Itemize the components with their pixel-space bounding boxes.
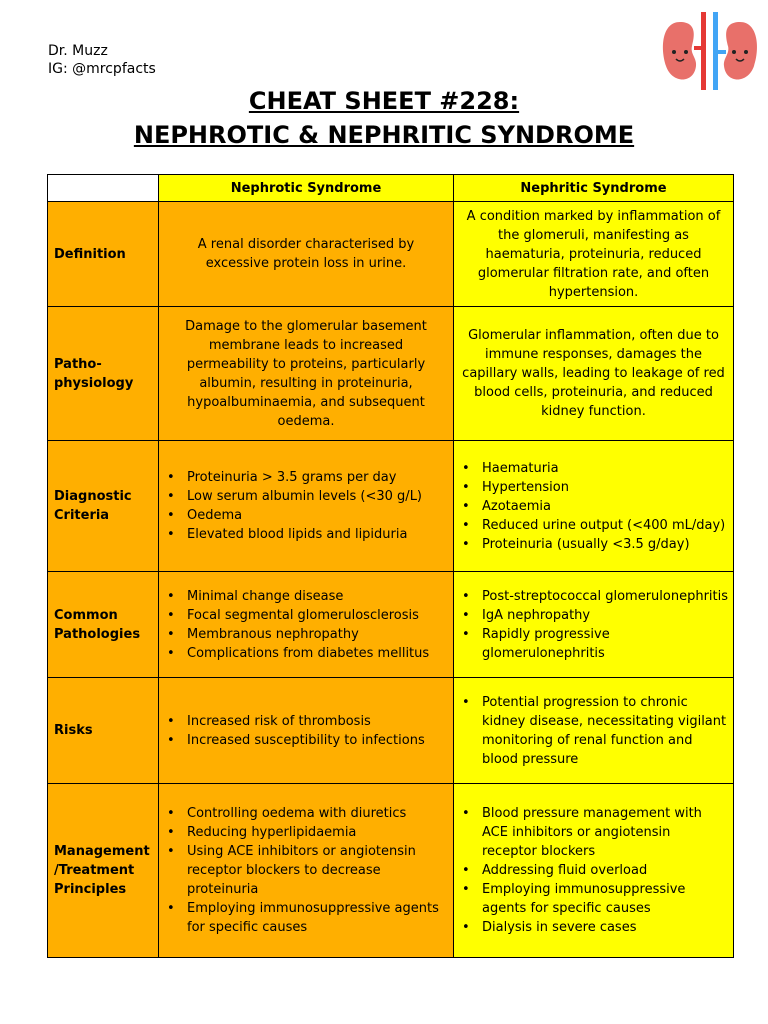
nephritic-pathologies-list [458, 587, 729, 663]
list-item: • Haematuria [482, 459, 729, 478]
column-header-nephritic: Nephritic Syndrome [454, 175, 734, 202]
row-label-pathologies: Common Pathologies [48, 572, 159, 678]
nephritic-management [454, 784, 734, 958]
table-row [48, 784, 734, 958]
list-item: • Employing immunosuppressive agents for specific causes [187, 899, 449, 937]
list-item: • Blood pressure management with ACE inhibitors or angiotensin receptor blockers [482, 804, 729, 861]
kidneys-icon [660, 8, 760, 92]
row-label-management: Management /Treatment Principles [48, 784, 159, 958]
nephrotic-pathologies [159, 572, 454, 678]
list-item: • Membranous nephropathy [187, 625, 449, 644]
table-row [48, 572, 734, 678]
page-title-line1: CHEAT SHEET #228: [248, 87, 520, 115]
nephritic-diagnostic [454, 441, 734, 572]
list-item: • Proteinuria (usually <3.5 g/day) [482, 535, 729, 554]
corner-cell [48, 175, 159, 202]
row-label-definition: Definition [48, 202, 159, 307]
author-block [48, 42, 156, 78]
list-item: • Proteinuria > 3.5 grams per day [187, 468, 449, 487]
instagram-handle: IG: @mrcpfacts [48, 61, 156, 77]
list-item: • Using ACE inhibitors or angiotensin receptor blockers to decrease proteinuria [187, 842, 449, 899]
author-name: Dr. Muzz [48, 43, 108, 59]
nephrotic-risks-list [163, 712, 449, 750]
list-item: • Rapidly progressive glomerulonephritis [482, 625, 729, 663]
row-label-diagnostic: Diagnostic Criteria [48, 441, 159, 572]
nephritic-pathologies [454, 572, 734, 678]
table-row [48, 202, 734, 307]
nephrotic-diagnostic-list [163, 468, 449, 544]
nephritic-management-list [458, 804, 729, 937]
list-item: • Hypertension [482, 478, 729, 497]
list-item: • Minimal change disease [187, 587, 449, 606]
list-item: • Dialysis in severe cases [482, 918, 729, 937]
nephrotic-management-list [163, 804, 449, 937]
list-item: • Azotaemia [482, 497, 729, 516]
list-item: • Potential progression to chronic kidney disease, necessitating vigilant monitoring of renal function and blood pressure [482, 693, 729, 769]
page-title-line2: NEPHROTIC & NEPHRITIC SYNDROME [133, 121, 635, 149]
nephritic-definition: A condition marked by inflammation of the glomeruli, manifesting as haematuria, proteinuria, reduced glomerular filtration rate, and often hypertension. [454, 202, 734, 307]
nephrotic-definition: A renal disorder characterised by excessive protein loss in urine. [159, 202, 454, 307]
list-item: • Reduced urine output (<400 mL/day) [482, 516, 729, 535]
column-header-nephrotic: Nephrotic Syndrome [159, 175, 454, 202]
list-item: • Post-streptococcal glomerulonephritis [482, 587, 729, 606]
nephritic-diagnostic-list [458, 459, 729, 554]
nephritic-risks [454, 678, 734, 784]
list-item: • Controlling oedema with diuretics [187, 804, 449, 823]
nephritic-pathophysiology: Glomerular inflammation, often due to immune responses, damages the capillary walls, leading to leakage of red blood cells, proteinuria, and reduced kidney function. [454, 307, 734, 441]
table-row [48, 307, 734, 441]
table-header-row [48, 175, 734, 202]
list-item: • Addressing fluid overload [482, 861, 729, 880]
list-item: • Oedema [187, 506, 449, 525]
list-item: • Complications from diabetes mellitus [187, 644, 449, 663]
table-row [48, 678, 734, 784]
list-item: • Low serum albumin levels (<30 g/L) [187, 487, 449, 506]
list-item: • Increased susceptibility to infections [187, 731, 449, 750]
row-label-pathophysiology: Patho- physiology [48, 307, 159, 441]
nephrotic-pathophysiology: Damage to the glomerular basement membrane leads to increased permeability to proteins, particularly albumin, resulting in proteinuria, hypoalbuminaemia, and subsequent oedema. [159, 307, 454, 441]
list-item: • Employing immunosuppressive agents for specific causes [482, 880, 729, 918]
list-item: • Increased risk of thrombosis [187, 712, 449, 731]
nephrotic-pathologies-list [163, 587, 449, 663]
list-item: • Focal segmental glomerulosclerosis [187, 606, 449, 625]
comparison-table [47, 174, 734, 958]
nephritic-risks-list [458, 693, 729, 769]
row-label-risks: Risks [48, 678, 159, 784]
table-row [48, 441, 734, 572]
list-item: • Elevated blood lipids and lipiduria [187, 525, 449, 544]
nephrotic-risks [159, 678, 454, 784]
list-item: • Reducing hyperlipidaemia [187, 823, 449, 842]
list-item: • IgA nephropathy [482, 606, 729, 625]
nephrotic-diagnostic [159, 441, 454, 572]
nephrotic-management [159, 784, 454, 958]
